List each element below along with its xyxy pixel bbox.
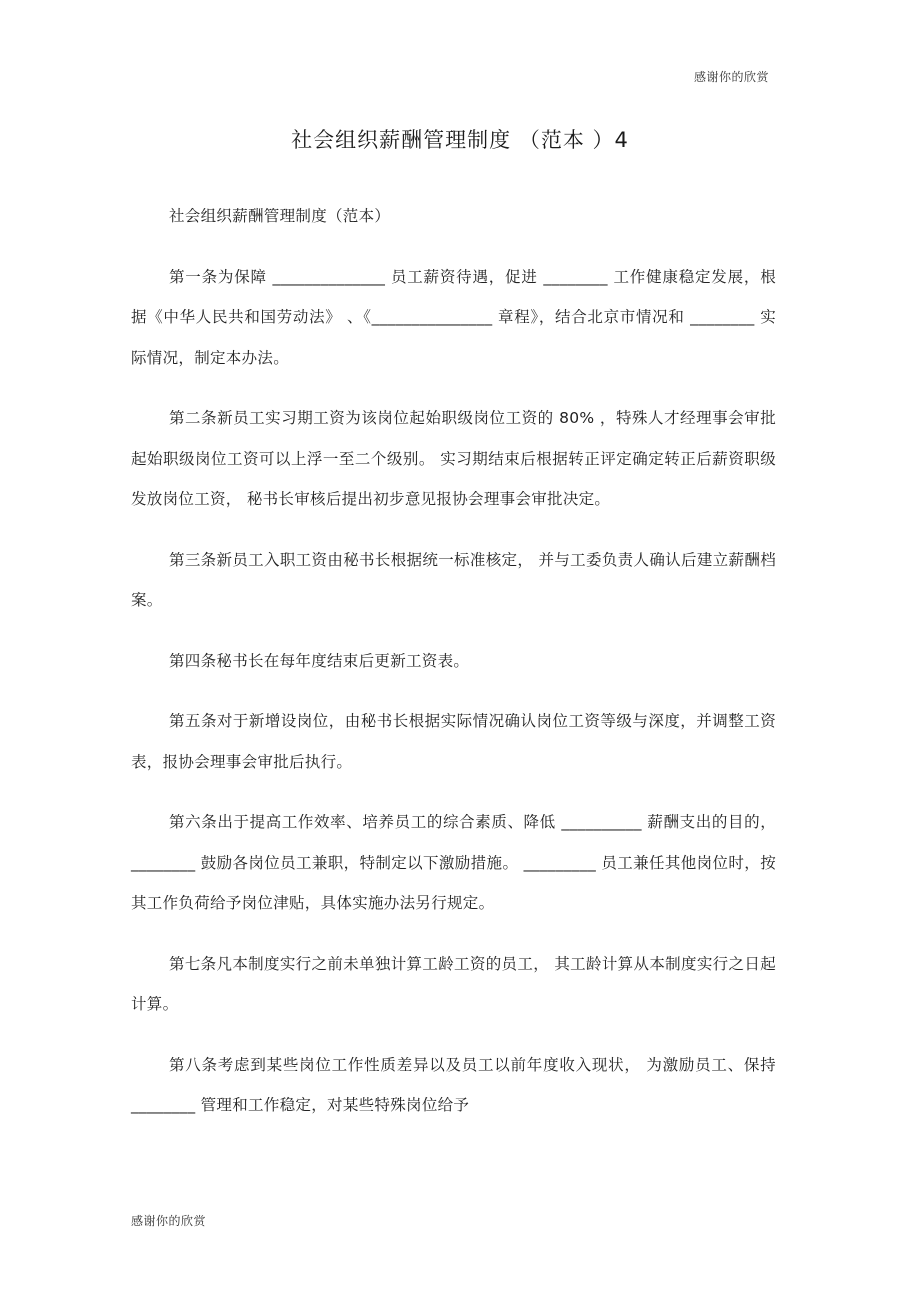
article-4: 第四条秘书长在每年度结束后更新工资表。 [169, 651, 470, 670]
article-1: 第一条为保障 ______________ 员工薪资待遇，促进 ________ 工作健康稳定发展，根据《中华人民共和国劳动法》 、《_______________ 章程》，结合北京市情况和 ________ 实际情况，制定本办法。 [131, 267, 776, 367]
document-title: 社会组织薪酬管理制度 （范本 ）4 [291, 128, 629, 152]
article-7: 第七条凡本制度实行之前未单独计算工龄工资的员工， 其工龄计算从本制度实行之日起计算。 [131, 954, 776, 1013]
article-2: 第二条新员工实习期工资为该岗位起始职级岗位工资的 80% ，特殊人才经理事会审批起始职级岗位工资可以上浮一至二个级别。 实习期结束后根据转正评定确定转正后薪资职级发放岗位工资， 秘书长审核后提出初步意见报协会理事会审批决定。 [131, 409, 776, 508]
article-8: 第八条考虑到某些岗位工作性质差异以及员工以前年度收入现状， 为激励员工、保持 ________ 管理和工作稳定，对某些特殊岗位给予 [131, 1055, 776, 1114]
article-5: 第五条对于新增设岗位，由秘书长根据实际情况确认岗位工资等级与深度，并调整工资表，报协会理事会审批后执行。 [131, 712, 776, 771]
article-3: 第三条新员工入职工资由秘书长根据统一标准核定， 并与工委负责人确认后建立薪酬档案。 [131, 550, 776, 609]
footer-note: 感谢你的欣赏 [131, 1214, 207, 1228]
document-subtitle: 社会组织薪酬管理制度（范本） [169, 207, 391, 225]
article-6: 第六条出于提高工作效率、培养员工的综合素质、降低 __________ 薪酬支出的目的， ________ 鼓励各岗位员工兼职，特制定以下激励措施。 _________ 员工兼任其他岗位时，按其工作负荷给予岗位津贴，具体实施办法另行规定。 [131, 813, 776, 912]
header-note: 感谢你的欣赏 [693, 70, 769, 84]
document-body [131, 196, 776, 1146]
